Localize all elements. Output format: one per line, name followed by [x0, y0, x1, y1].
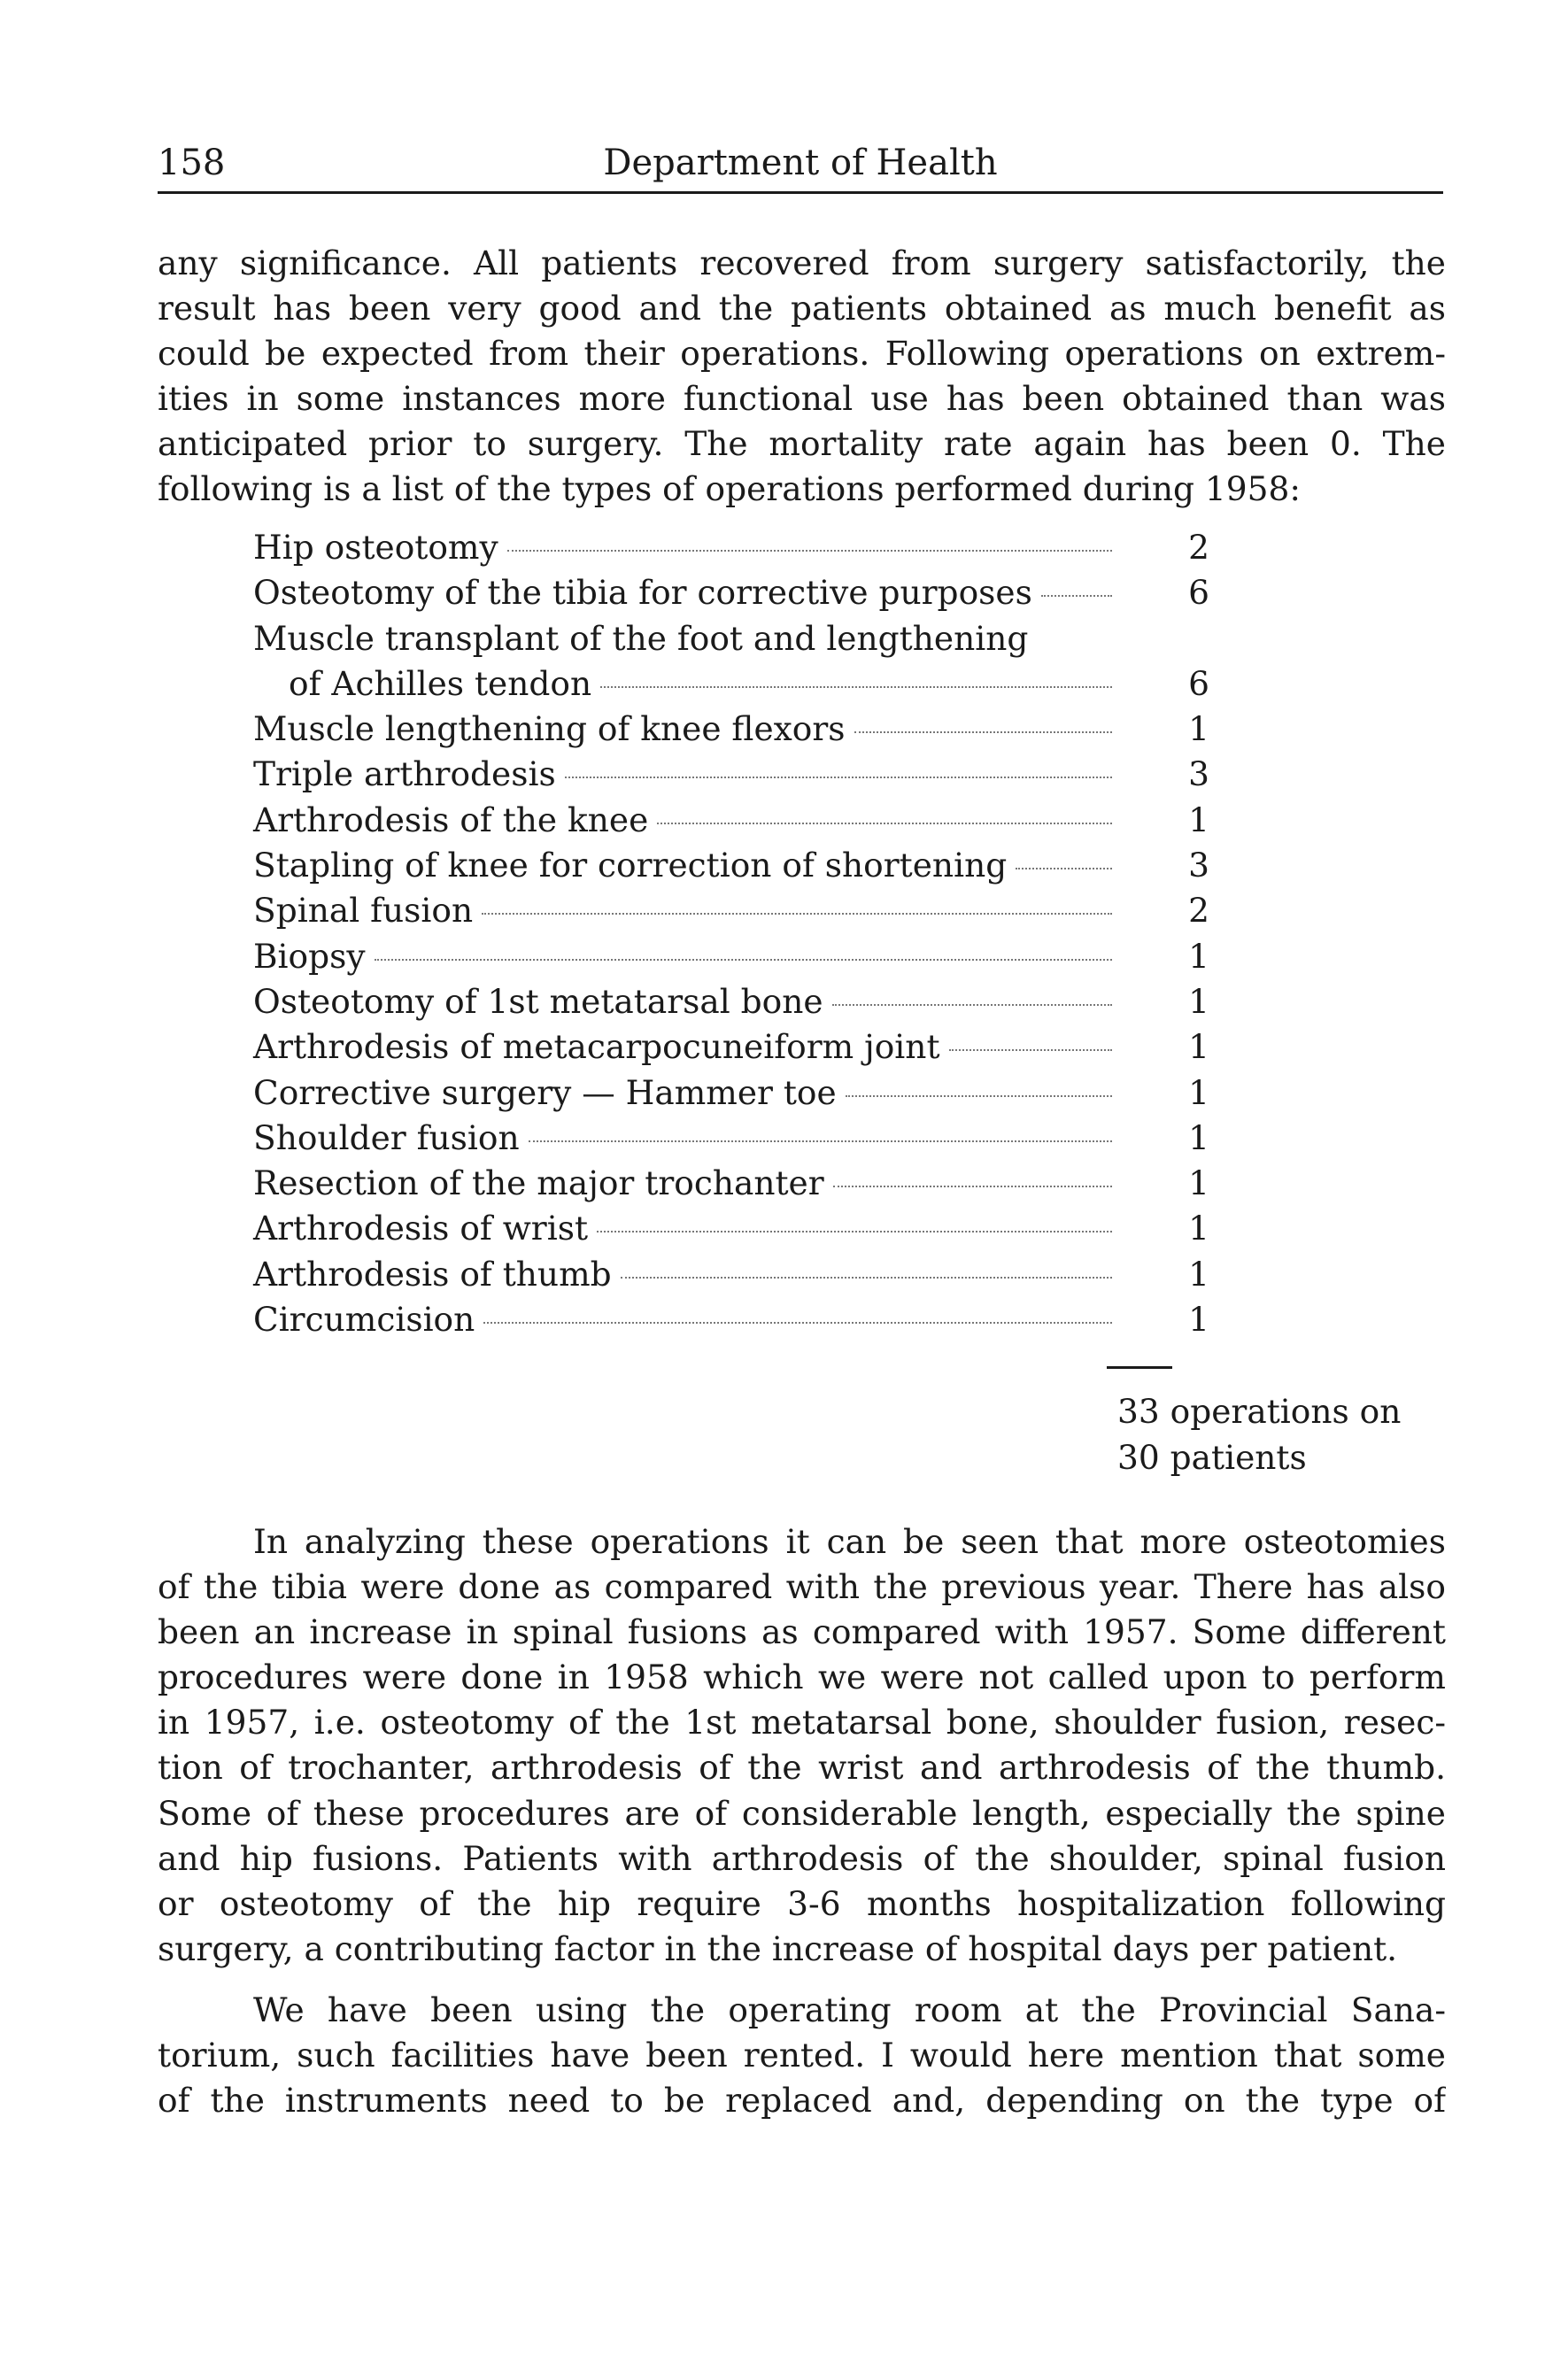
operation-name: of Achilles tendon [289, 663, 592, 703]
operation-name: Triple arthrodesis [253, 754, 556, 794]
operation-count: 1 [1188, 1300, 1209, 1340]
operation-name: Corrective surgery — Hammer toe [253, 1072, 837, 1112]
operation-count: 1 [1188, 1254, 1209, 1294]
operation-name: Stapling of knee for correction of shortening [253, 846, 1008, 885]
total-patients-label: patients [1170, 1438, 1307, 1477]
dot-leader [949, 1049, 1112, 1051]
operation-name: Muscle transplant of the foot and lengthening [253, 618, 1029, 658]
page-header [158, 140, 1443, 194]
operation-row [253, 1027, 1209, 1072]
total-operations-count: 33 [1117, 1392, 1160, 1431]
text-line: been an increase in spinal fusions as compared with 1957. Some different [158, 1612, 1446, 1652]
operation-row [253, 573, 1209, 618]
operation-count: 1 [1188, 1027, 1209, 1067]
text-line: and hip fusions. Patients with arthrodesis of the shoulder, spinal fusion [158, 1838, 1446, 1878]
operation-name: Osteotomy of the tibia for corrective purposes [253, 573, 1032, 613]
text-line: torium, such facilities have been rented. I would here mention that some [158, 2036, 1446, 2075]
page-number: 158 [158, 143, 226, 183]
dot-leader [832, 1004, 1112, 1006]
dot-leader [621, 1277, 1112, 1279]
operation-row [253, 1118, 1209, 1163]
dot-leader [483, 1322, 1112, 1324]
analysis-paragraph [158, 1519, 1446, 1972]
operation-row [253, 664, 1209, 709]
operation-row [253, 1300, 1209, 1345]
operation-row [253, 800, 1209, 846]
total-patients-count: 30 [1117, 1438, 1160, 1477]
dot-leader [482, 913, 1112, 915]
text-line: or osteotomy of the hip require 3-6 months hospitalization following [158, 1883, 1446, 1923]
text-line: ities in some instances more functional use has been obtained than was [158, 379, 1446, 419]
operation-row [253, 982, 1209, 1027]
operation-row [253, 1255, 1209, 1300]
operation-name: Arthrodesis of wrist [253, 1209, 589, 1248]
operation-count: 3 [1188, 846, 1209, 885]
operation-count: 1 [1188, 709, 1209, 749]
dot-leader [529, 1140, 1112, 1142]
operation-row [253, 619, 1209, 664]
text-line: tion of trochanter, arthrodesis of the wrist and arthrodesis of the thumb. [158, 1748, 1446, 1788]
running-title: Department of Health [603, 143, 998, 183]
total-operations-label: operations on [1170, 1392, 1402, 1431]
operation-count: 1 [1188, 936, 1209, 976]
dot-leader [1016, 868, 1112, 869]
text-line: result has been very good and the patients obtained as much benefit as [158, 289, 1446, 328]
operation-count: 2 [1188, 891, 1209, 931]
text-line: any significance. All patients recovered from surgery satisfactorily, the [158, 243, 1446, 282]
dot-leader [846, 1095, 1112, 1097]
operation-count: 1 [1188, 1117, 1209, 1157]
operation-row [253, 891, 1209, 936]
operation-name: Osteotomy of 1st metatarsal bone [253, 981, 823, 1021]
operation-row [253, 1163, 1209, 1209]
dot-leader [565, 777, 1112, 778]
operation-count: 1 [1188, 1209, 1209, 1248]
operation-count: 3 [1188, 754, 1209, 794]
text-line: in 1957, i.e. osteotomy of the 1st metatarsal bone, shoulder fusion, resec- [158, 1703, 1446, 1742]
operation-name: Shoulder fusion [253, 1117, 520, 1157]
text-line: anticipated prior to surgery. The mortality rate again has been 0. The [158, 424, 1446, 464]
text-line: could be expected from their operations. Following operations on extrem- [158, 334, 1446, 374]
operation-row [253, 754, 1209, 800]
dot-leader [1041, 595, 1112, 597]
operation-name: Arthrodesis of thumb [253, 1254, 612, 1294]
operation-count: 1 [1188, 981, 1209, 1021]
operation-row [253, 846, 1209, 891]
operation-name: Arthrodesis of metacarpocuneiform joint [253, 1027, 940, 1067]
text-line: Some of these procedures are of considerable length, especially the spine [158, 1793, 1446, 1833]
operation-name: Arthrodesis of the knee [253, 800, 649, 839]
operation-count: 2 [1188, 528, 1209, 567]
text-line: In analyzing these operations it can be seen that more osteotomies [253, 1522, 1446, 1561]
dot-leader [833, 1186, 1112, 1187]
operation-name: Spinal fusion [253, 891, 474, 931]
dot-leader [507, 550, 1112, 552]
operation-row [253, 528, 1209, 573]
text-line: procedures were done in 1958 which we were not called upon to perform [158, 1658, 1446, 1697]
operation-row [253, 1209, 1209, 1254]
operation-name: Muscle lengthening of knee flexors [253, 709, 846, 749]
operation-name: Circumcision [253, 1300, 475, 1340]
dot-leader [600, 686, 1112, 688]
operation-row [253, 709, 1209, 754]
text-line: We have been using the operating room at the Provincial Sana- [253, 1990, 1446, 2029]
operating-room-paragraph [158, 1988, 1446, 2123]
operation-name: Biopsy [253, 936, 366, 976]
text-line: of the tibia were done as compared with the previous year. There has also [158, 1567, 1446, 1607]
operation-name: Resection of the major trochanter [253, 1163, 824, 1203]
operation-count: 6 [1188, 663, 1209, 703]
operation-count: 1 [1188, 1163, 1209, 1203]
text-line: of the instruments need to be replaced and, depending on the type of [158, 2081, 1446, 2121]
operations-list [253, 528, 1209, 1345]
intro-paragraph [158, 241, 1446, 513]
dot-leader [854, 731, 1112, 733]
operation-count: 1 [1188, 1072, 1209, 1112]
operations-total [1117, 1388, 1472, 1480]
dot-leader [597, 1231, 1112, 1232]
text-line: following is a list of the types of operations performed during 1958: [158, 469, 1301, 509]
operation-row [253, 937, 1209, 982]
total-rule [1107, 1366, 1172, 1369]
text-line: surgery, a contributing factor in the increase of hospital days per patient. [158, 1928, 1398, 1968]
dot-leader [375, 959, 1112, 961]
operation-row [253, 1073, 1209, 1118]
operation-count: 6 [1188, 573, 1209, 613]
operation-count: 1 [1188, 800, 1209, 839]
operation-name: Hip osteotomy [253, 528, 498, 567]
dot-leader [657, 823, 1112, 824]
